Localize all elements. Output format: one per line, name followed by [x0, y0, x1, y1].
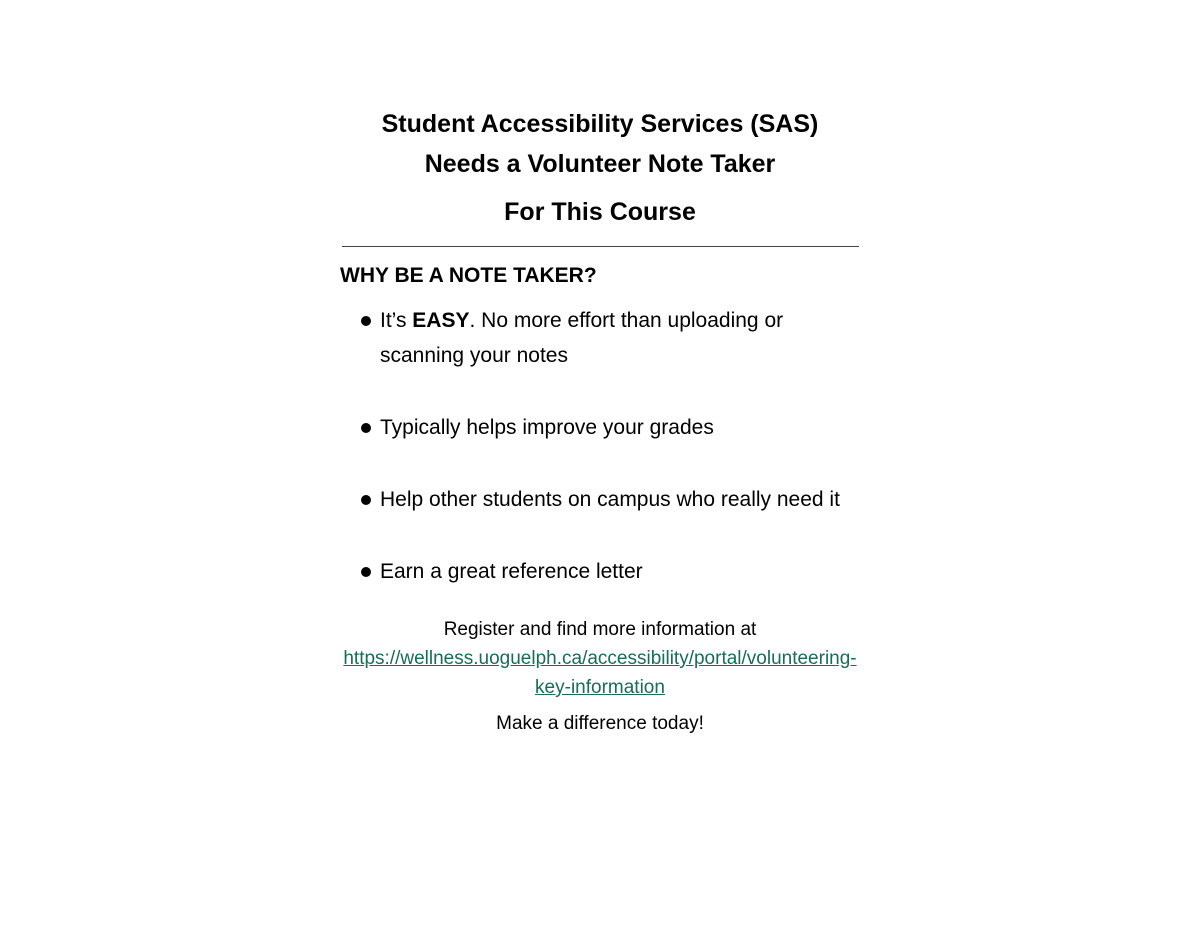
- bullet-icon: [361, 423, 371, 433]
- list-item-text-suffix: . No more effort than uploading or scanning your notes: [380, 309, 784, 367]
- page-title-line-1: Student Accessibility Services (SAS): [381, 110, 819, 138]
- registration-link[interactable]: https://wellness.uoguelph.ca/accessibility/portal/volunteering-key-information: [343, 648, 857, 698]
- section-heading: WHY BE A NOTE TAKER?: [340, 264, 597, 287]
- bullet-icon: [361, 316, 371, 326]
- page-title-line-3: For This Course: [504, 198, 696, 226]
- bullet-icon: [361, 495, 371, 505]
- list-item-text-prefix: It’s: [380, 309, 413, 332]
- bullet-icon: [361, 567, 371, 577]
- list-item-text: Help other students on campus who really need it: [380, 488, 840, 511]
- register-text: Register and find more information at: [443, 619, 757, 640]
- list-item-emphasis: EASY: [412, 309, 470, 332]
- divider: [342, 246, 859, 247]
- page-title-line-2: Needs a Volunteer Note Taker: [424, 150, 776, 178]
- list-item: [340, 482, 860, 517]
- flyer: [340, 104, 860, 738]
- closing-text: Make a difference today!: [496, 713, 704, 734]
- list-item: [340, 303, 860, 373]
- list-item-text: Typically helps improve your grades: [380, 416, 714, 439]
- reasons-list: [340, 303, 860, 589]
- list-item: [340, 410, 860, 445]
- register-info: [340, 615, 860, 702]
- list-item: [340, 554, 860, 589]
- list-item-text: Earn a great reference letter: [380, 560, 643, 583]
